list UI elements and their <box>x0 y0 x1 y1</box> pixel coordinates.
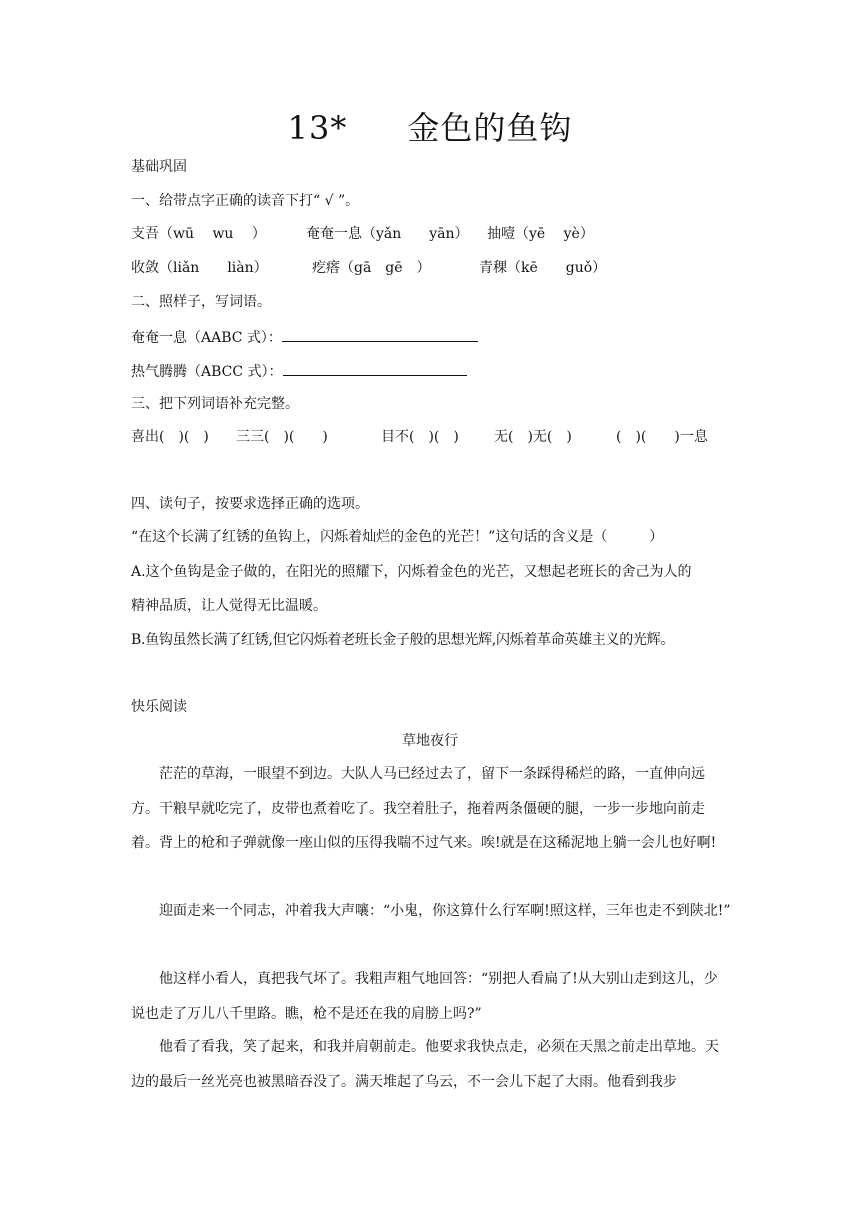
story-paragraph-1: 茫茫的草海，一眼望不到边。大队人马已经过去了，留下一条踩得稀烂的路，一直伸向远方。干粮早就吃完了，皮带也煮着吃了。我空着肚子，拖着两条僵硬的腿，一步一步地向前走着。背上的枪和子弹就像一座山似的压得我喘不过气来。唉!就是在这稀泥地上躺一会儿也好啊! <box>131 766 717 851</box>
option-b: B.鱼钩虽然长满了红锈,但它闪烁着老班长金子般的思想光辉,闪烁着革命英雄主义的光辉。 <box>131 632 675 648</box>
question-2-item-2 <box>131 360 467 382</box>
section-reading-heading: 快乐阅读 <box>131 699 187 715</box>
answer-blank[interactable] <box>282 326 478 342</box>
pinyin-item: 收敛（liǎn liàn） <box>131 260 268 276</box>
idiom-item: ( )( )一息 <box>616 429 708 445</box>
story-paragraph-2: 迎面走来一个同志，冲着我大声嚷：“小鬼，你这算什么行军啊!照这样，三年也走不到陕北!” <box>159 903 731 919</box>
story-title: 草地夜行 <box>402 733 458 749</box>
pinyin-item: 奄奄一息（yǎn yān） <box>306 226 469 242</box>
question-3-heading: 三、把下列词语补充完整。 <box>131 396 299 412</box>
item-label: 热气腾腾（ABCC 式）： <box>131 364 283 380</box>
question-4-heading: 四、读句子，按要求选择正确的选项。 <box>131 496 369 512</box>
item-label: 奄奄一息（AABC 式）： <box>131 330 282 346</box>
pinyin-item: 青稞（kē guǒ） <box>479 260 607 276</box>
idiom-item: 无( )无( ) <box>494 429 572 445</box>
story-paragraph-4: 他看了看我，笑了起来，和我并肩朝前走。他要求我快点走，必须在天黑之前走出草地。天边的最后一丝光亮也被黑暗吞没了。满天堆起了乌云，不一会儿下起了大雨。他看到我步 <box>131 1039 719 1090</box>
pinyin-item: 疙瘩（gā gē ） <box>312 260 431 276</box>
lesson-number: 13* <box>287 109 348 147</box>
option-a-line-1: A.这个鱼钩是金子做的，在阳光的照耀下，闪烁着金色的光芒，又想起老班长的舍己为人的 <box>131 564 692 580</box>
idiom-item: 三三( )( ) <box>236 429 328 445</box>
question-2-heading: 二、照样子，写词语。 <box>131 294 271 310</box>
option-a-line-2: 精神品质，让人觉得无比温暖。 <box>131 598 327 614</box>
pinyin-item: 支吾（wū wu ） <box>131 226 266 242</box>
question-2-item-1 <box>131 326 478 348</box>
question-4-sentence: “在这个长满了红锈的鱼钩上，闪烁着灿烂的金色的光芒！”这句话的含义是（ ） <box>131 529 664 545</box>
section-basic-heading: 基础巩固 <box>131 159 187 175</box>
page-title <box>0 104 860 152</box>
idiom-item: 喜出( )( ) <box>131 429 209 445</box>
story-paragraph-3: 他这样小看人，真把我气坏了。我粗声粗气地回答：“别把人看扁了!从大别山走到这儿，少说也走了万儿八千里路。瞧，枪不是还在我的肩膀上吗?” <box>131 971 718 1022</box>
question-1-heading: 一、给带点字正确的读音下打“ √ ”。 <box>131 193 360 209</box>
lesson-title: 金色的鱼钩 <box>407 109 573 147</box>
answer-blank[interactable] <box>283 360 467 376</box>
idiom-item: 目不( )( ) <box>381 429 459 445</box>
pinyin-item: 抽噎（yē yè） <box>487 226 594 242</box>
